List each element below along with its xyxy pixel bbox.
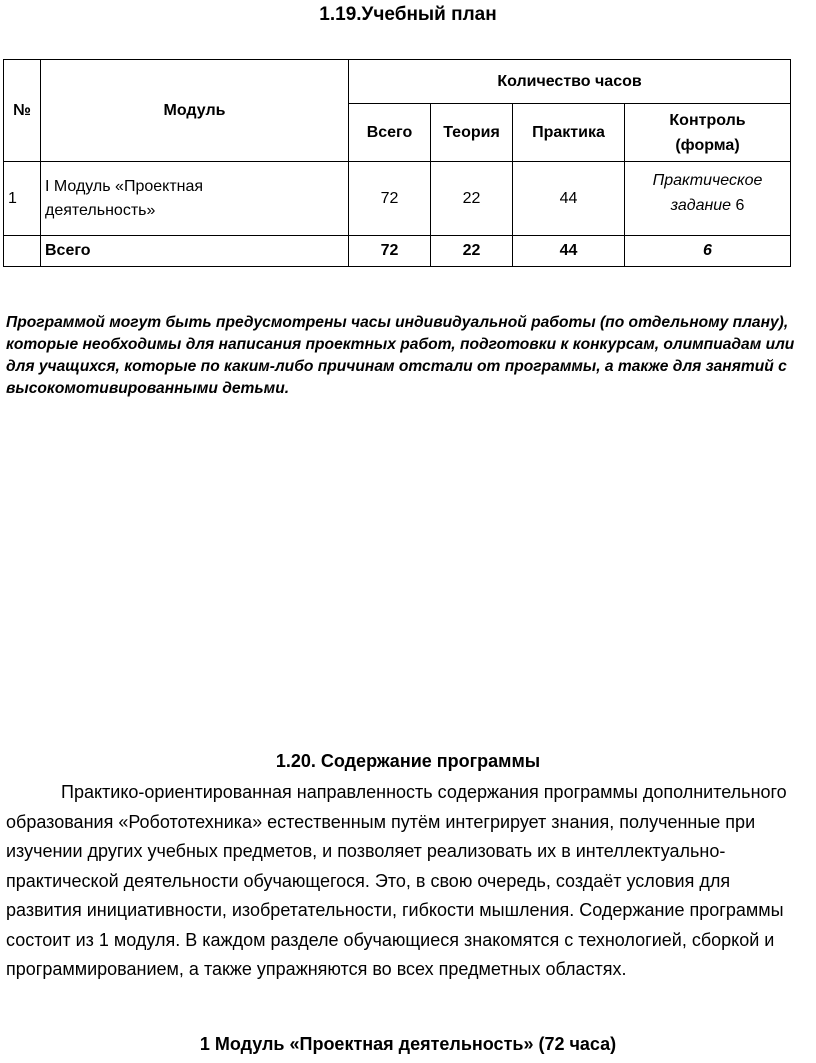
totals-theory: 22 [431,236,513,267]
header-control-line1: Контроль [669,111,746,129]
header-hours: Количество часов [349,60,791,104]
row-total: 72 [349,162,431,236]
content-paragraph [6,778,806,985]
individual-work-note: Программой могут быть предусмотрены часы индивидуальной работы (по отдельному плану), которые необходимы для написания проектных работ, подготовки к конкурсам, олимпиадам или для учащихся, которые по каким-либо причинам отстали от программы, а также для занятий с высокомотивированными детьми. [6,314,795,397]
row-control [625,162,791,236]
section-title-content: 1.20. Содержание программы [275,751,541,771]
totals-total: 72 [349,236,431,267]
table-row [4,162,791,236]
header-total: Всего [349,104,431,162]
row-module-line2: деятельность» [45,201,156,219]
totals-label: Всего [41,236,349,267]
header-theory: Теория [431,104,513,162]
totals-control: 6 [625,236,791,267]
table-totals-row [4,236,791,267]
row-control-text2: задание [670,197,732,214]
row-module-line1: I Модуль «Проектная [45,177,204,195]
section-title-curriculum: 1.19.Учебный план [319,4,497,25]
header-control-line2: (форма) [675,136,740,154]
row-module [41,162,349,236]
curriculum-table [3,59,791,267]
module-heading: 1 Модуль «Проектная деятельность» (72 часа) [199,1034,617,1054]
row-practice: 44 [513,162,625,236]
totals-practice: 44 [513,236,625,267]
header-control [625,104,791,162]
row-control-text1: Практическое [652,172,763,189]
header-practice: Практика [513,104,625,162]
totals-empty-cell [4,236,41,267]
header-number: № [4,60,41,162]
table-header-row [4,60,791,104]
header-module: Модуль [41,60,349,162]
content-paragraph-text: Практико-ориентированная направленность содержания программы дополнительного образования «Робототехника» естественным путём интегрирует знания, полученные при изучении других учебных предметов, и позволяет реализовать их в интеллектуально-практической деятельности обучающегося. Это, в свою очередь, создаёт условия для развития инициативности, изобретательности, гибкости мышления. Содержание программы состоит из 1 модуля. В каждом разделе обучающиеся знакомятся с технологией, сборкой и программированием, а также упражняются во всех предметных областях. [6,782,787,979]
row-number: 1 [4,162,41,236]
row-theory: 22 [431,162,513,236]
row-control-number: 6 [735,197,745,214]
